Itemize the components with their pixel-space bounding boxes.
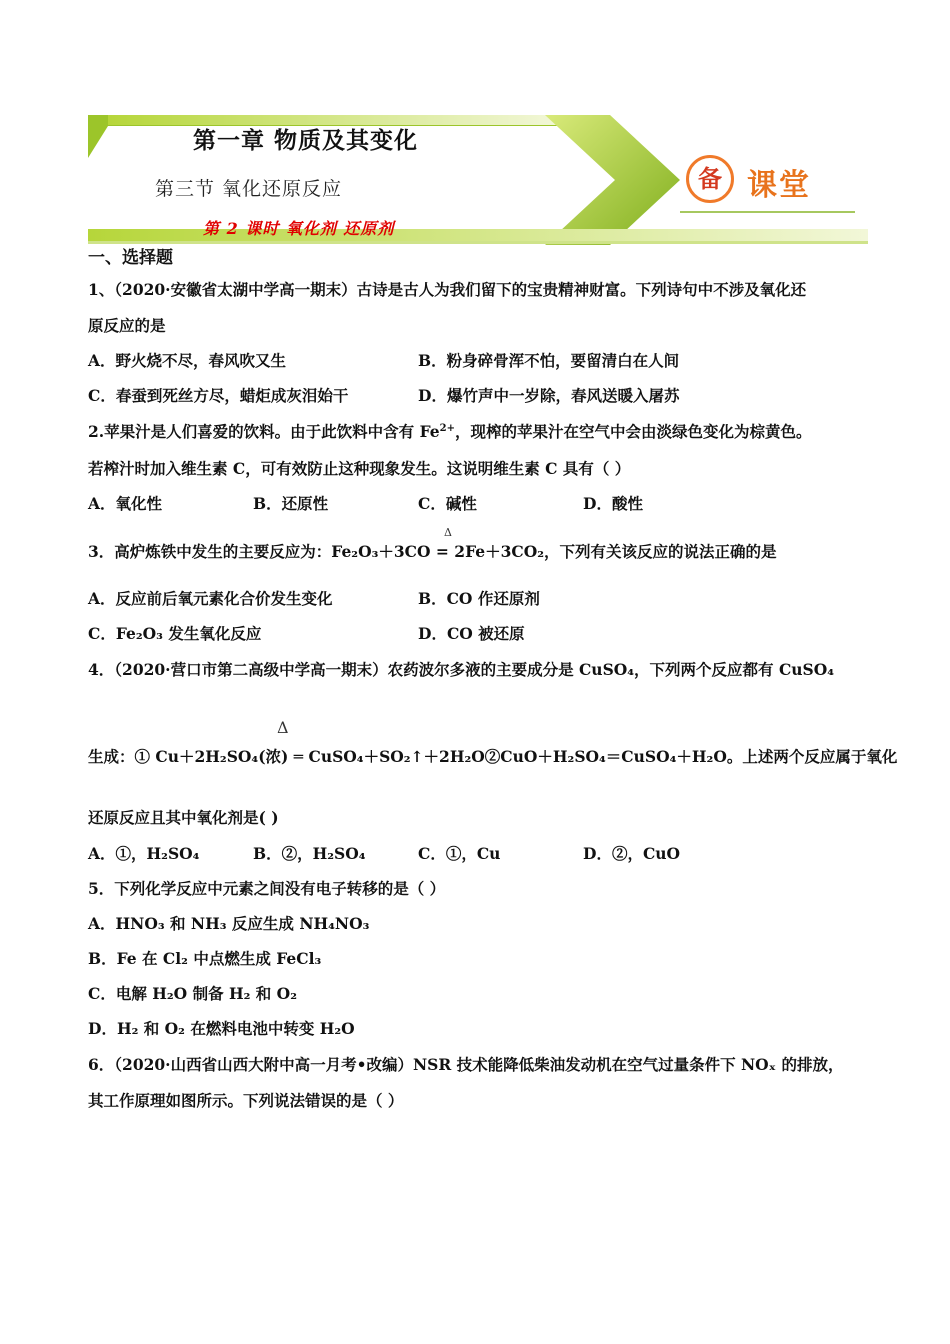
choice-section-heading: 一、选择题	[88, 248, 173, 268]
q4-option-d: D．②，CuO	[583, 844, 681, 863]
q3-stem: 3．高炉炼铁中发生的主要反应为：Fe₂O₃＋3CO = 2Fe＋3CO₂，下列有关该反应的说法正确的是	[88, 542, 777, 561]
badge-text: 课堂	[747, 168, 811, 203]
q3-heat-symbol: Δ	[444, 526, 452, 539]
q5-stem: 5．下列化学反应中元素之间没有电子转移的是（ ）	[88, 879, 446, 898]
q1-option-c: C．春蚕到死丝方尽，蜡炬成灰泪始干	[88, 386, 349, 405]
q4-option-a: A．①，H₂SO₄	[88, 844, 200, 863]
q4-heat-symbol: Δ	[277, 718, 289, 737]
lesson-title: 第 2 课时 氧化剂 还原剂	[203, 219, 395, 238]
section-title: 第三节 氧化还原反应	[155, 178, 343, 200]
q2-fe-charge: 2+	[439, 422, 455, 434]
q5-option-a: A．HNO₃ 和 NH₃ 反应生成 NH₄NO₃	[88, 914, 370, 933]
q3-option-d: D．CO 被还原	[418, 624, 525, 643]
q5-option-c: C．电解 H₂O 制备 H₂ 和 O₂	[88, 984, 297, 1003]
q1-stem-line1: 1、（2020·安徽省太湖中学高一期末）古诗是古人为我们留下的宝贵精神财富。下列诗句中不涉及氧化还	[88, 280, 807, 299]
q5-option-b: B．Fe 在 Cl₂ 中点燃生成 FeCl₃	[88, 949, 322, 968]
badge-icon: 备	[686, 155, 734, 203]
q2-option-d: D．酸性	[583, 494, 643, 513]
q2-option-a: A．氧化性	[88, 494, 163, 513]
header-banner	[0, 0, 950, 250]
chapter-title: 第一章 物质及其变化	[193, 127, 419, 154]
q4-option-c: C．①，Cu	[418, 844, 501, 863]
q3-option-a: A．反应前后氧元素化合价发生变化	[88, 589, 333, 608]
banner-graphic	[0, 0, 950, 250]
q5-option-d: D．H₂ 和 O₂ 在燃料电池中转变 H₂O	[88, 1019, 355, 1038]
q1-option-d: D．爆竹声中一岁除，春风送暖入屠苏	[418, 386, 680, 405]
q3-option-c: C．Fe₂O₃ 发生氧化反应	[88, 624, 262, 643]
q1-stem-line2: 原反应的是	[88, 316, 166, 335]
q2-option-c: C．碱性	[418, 494, 477, 513]
q4-option-b: B．②，H₂SO₄	[253, 844, 366, 863]
q2-option-b: B．还原性	[253, 494, 329, 513]
q2-stem-line1-text: 2.苹果汁是人们喜爱的饮料。由于此饮料中含有 Fe	[88, 422, 440, 441]
q3-option-b: B．CO 作还原剂	[418, 589, 540, 608]
q4-stem-line1: 4．（2020·营口市第二高级中学高一期末）农药波尔多液的主要成分是 CuSO₄，下列两个反应都有 CuSO₄	[88, 660, 835, 679]
q2-stem-line1	[88, 420, 811, 442]
q2-stem-line1-rest: ，现榨的苹果汁在空气中会由淡绿色变化为棕黄色。	[454, 422, 812, 441]
q1-option-a: A．野火烧不尽，春风吹又生	[88, 351, 287, 370]
q4-stem-line2: 生成：① Cu＋2H₂SO₄(浓) ═ CuSO₄＋SO₂↑＋2H₂O②CuO＋H₂SO₄＝CuSO₄＋H₂O。上述两个反应属于氧化	[88, 747, 898, 766]
q2-stem-line2: 若榨汁时加入维生素 C，可有效防止这种现象发生。这说明维生素 C 具有（ ）	[88, 459, 631, 478]
q6-stem-line2: 其工作原理如图所示。下列说法错误的是（ ）	[88, 1091, 404, 1110]
q6-stem-line1: 6．（2020·山西省山西大附中高一月考•改编）NSR 技术能降低柴油发动机在空气过量条件下 NOₓ 的排放，	[88, 1055, 844, 1074]
q1-option-b: B．粉身碎骨浑不怕，要留清白在人间	[418, 351, 680, 370]
q4-stem-line3: 还原反应且其中氧化剂是( )	[88, 808, 279, 827]
